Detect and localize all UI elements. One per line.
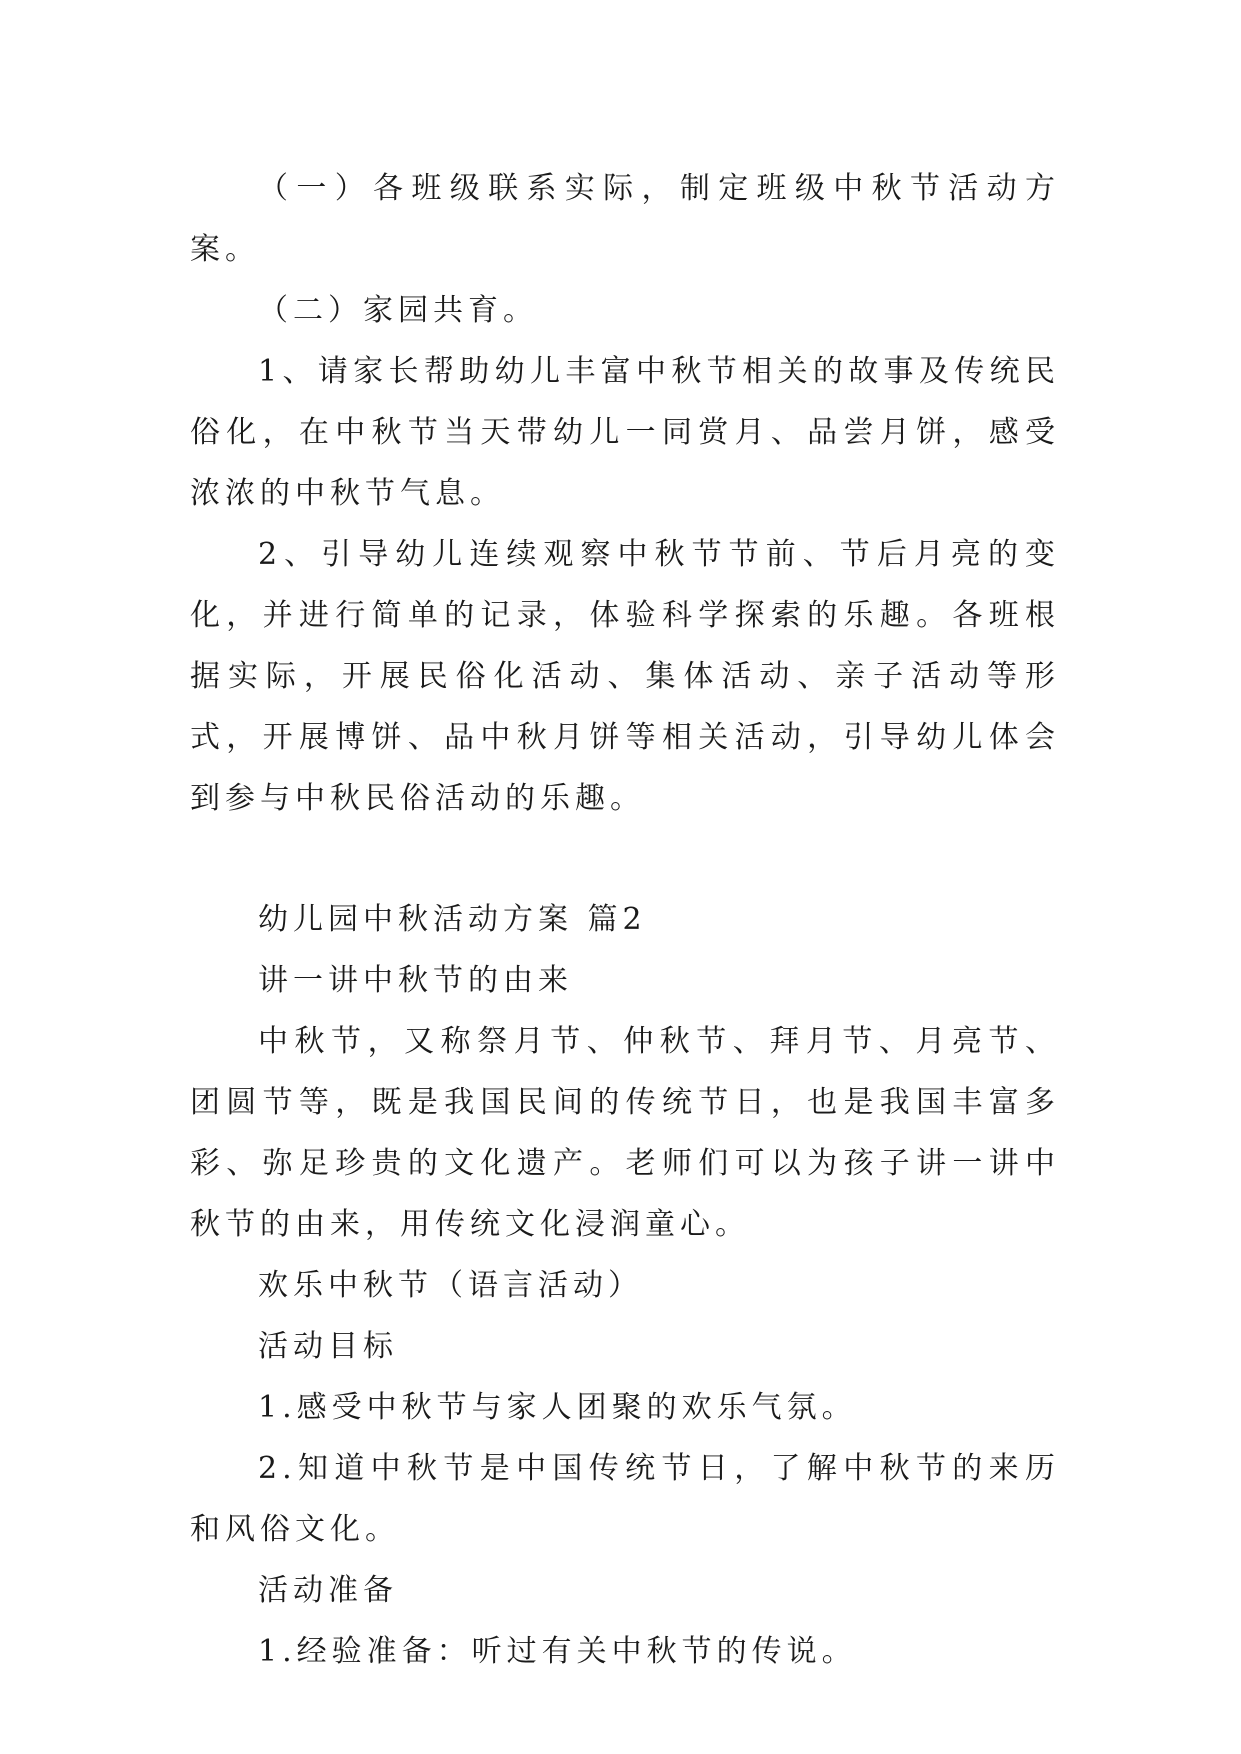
section-title: 幼儿园中秋活动方案 篇2 — [258, 902, 647, 937]
document-body — [190, 158, 1060, 1682]
paragraph-item-2: 2、引导幼儿连续观察中秋节节前、节后月亮的变化，并进行简单的记录，体验科学探索的乐趣。各班根据实际，开展民俗化活动、集体活动、亲子活动等形式，开展博饼、品中秋月饼等相关活动，引导幼儿体会到参与中秋民俗活动的乐趣。 — [190, 537, 1060, 816]
section-spacer — [190, 829, 1060, 889]
paragraph-class-plan: （一）各班级联系实际，制定班级中秋节活动方案。 — [190, 171, 1060, 267]
paragraph-goal-2: 2.知道中秋节是中国传统节日，了解中秋节的来历和风俗文化。 — [190, 1451, 1060, 1547]
paragraph-home-school: （二）家园共育。 — [258, 293, 538, 328]
paragraph-origin-body: 中秋节，又称祭月节、仲秋节、拜月节、月亮节、团圆节等，既是我国民间的传统节日，也是我国丰富多彩、弥足珍贵的文化遗产。老师们可以为孩子讲一讲中秋节的由来，用传统文化浸润童心。 — [190, 1024, 1060, 1242]
paragraph-activity-title: 欢乐中秋节（语言活动） — [258, 1268, 643, 1303]
paragraph-prep-heading: 活动准备 — [258, 1573, 398, 1608]
paragraph-origin-heading: 讲一讲中秋节的由来 — [258, 963, 573, 998]
paragraph-prep-1: 1.经验准备：听过有关中秋节的传说。 — [258, 1634, 857, 1669]
paragraph-goal-1: 1.感受中秋节与家人团聚的欢乐气氛。 — [258, 1390, 857, 1425]
paragraph-item-1: 1、请家长帮助幼儿丰富中秋节相关的故事及传统民俗化，在中秋节当天带幼儿一同赏月、品尝月饼，感受浓浓的中秋节气息。 — [190, 354, 1060, 511]
paragraph-goals-heading: 活动目标 — [258, 1329, 398, 1364]
